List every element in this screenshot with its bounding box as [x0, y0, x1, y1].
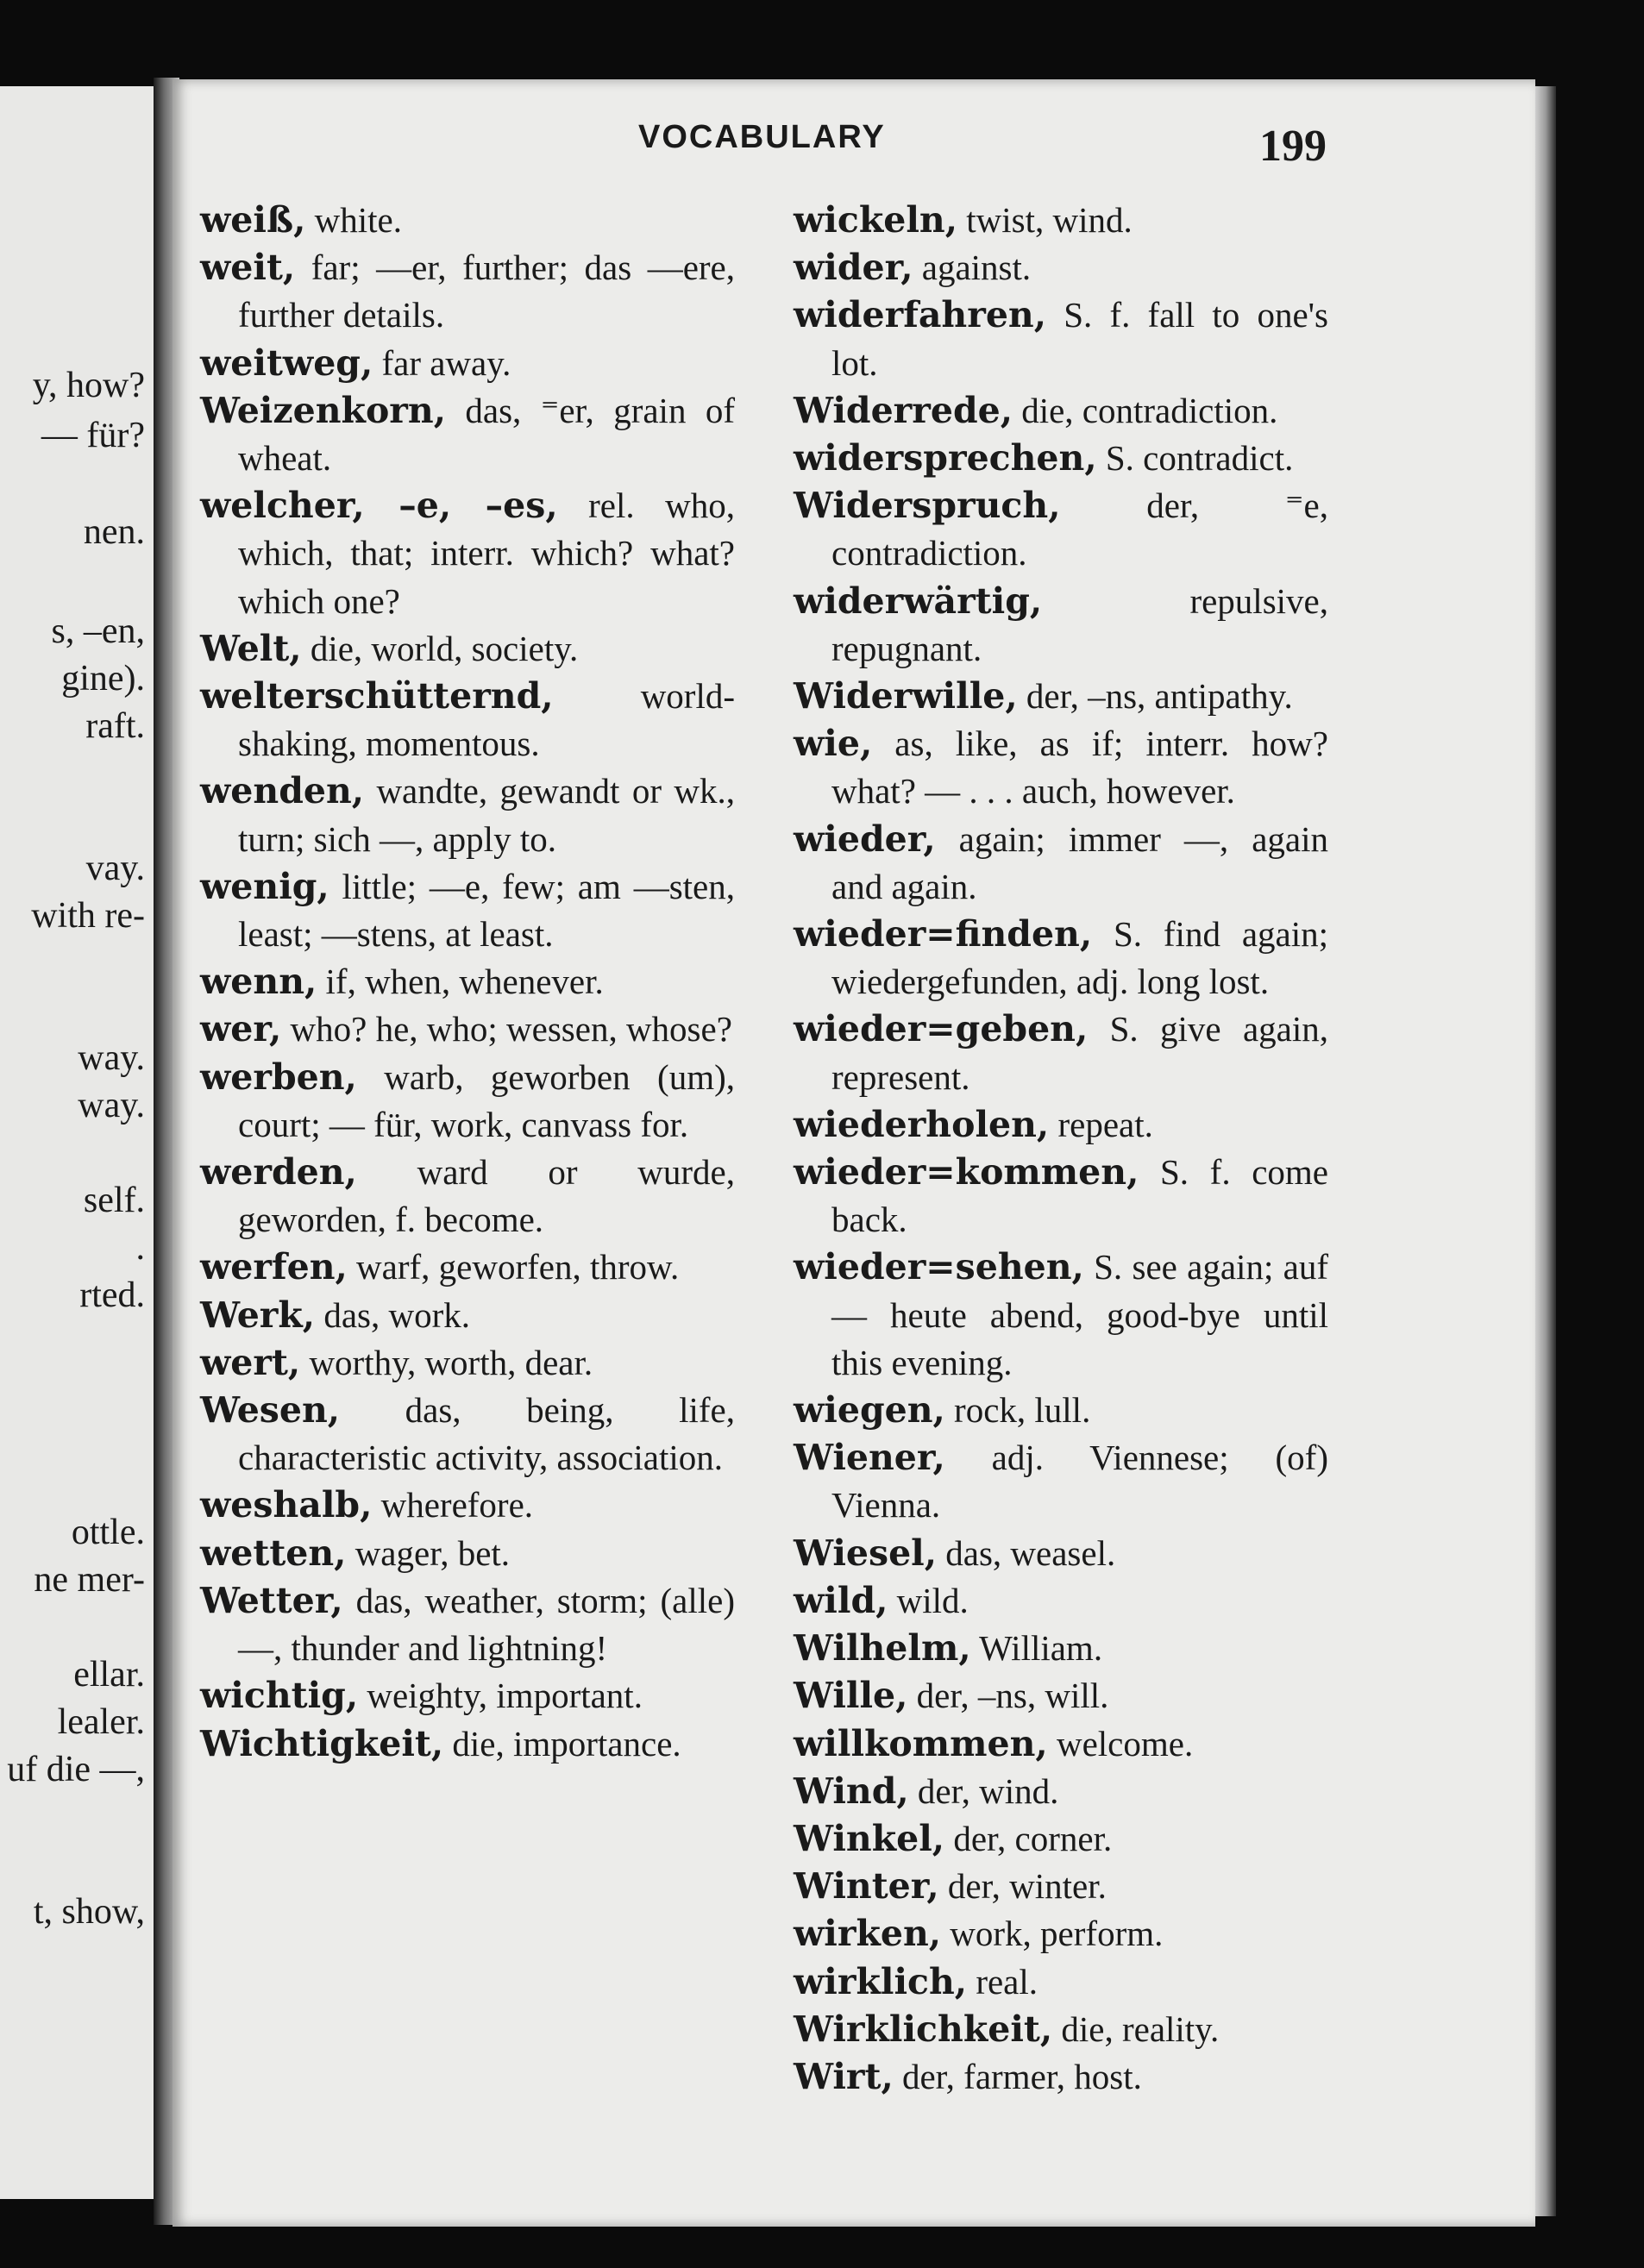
definition: der, ⁼e, contradiction.: [831, 486, 1328, 573]
dictionary-entry: [200, 1339, 735, 1387]
dictionary-entry: [200, 958, 735, 1006]
definition: der, winter.: [938, 1866, 1107, 1907]
dictionary-entry: [200, 244, 735, 339]
left-page-text-line: way.: [78, 1086, 145, 1125]
definition: warb, geworben (um), court; — für, work, canvass for.: [238, 1056, 735, 1144]
headword: wickeln,: [794, 199, 957, 241]
definition: far away.: [373, 342, 511, 383]
left-page-text-line: y, how?: [32, 366, 145, 405]
left-page-text-line: vay.: [85, 849, 145, 888]
definition: S. give again, represent.: [831, 1009, 1328, 1097]
left-page-text-line: self.: [83, 1181, 145, 1220]
dictionary-entry: [200, 767, 735, 862]
definition: der, farmer, host.: [893, 2056, 1142, 2096]
definition: real.: [967, 1961, 1038, 2002]
dictionary-entry: [794, 1577, 1328, 1625]
dictionary-entry: [200, 1387, 735, 1482]
left-column: [200, 197, 735, 1768]
definition: der, corner.: [944, 1818, 1113, 1858]
definition: again; immer —, again and again.: [831, 818, 1328, 906]
headword: wirklich,: [794, 1960, 968, 2002]
definition: S. contradict.: [1096, 438, 1294, 479]
definition: das, weather, storm; (alle) —, thunder and lightning!: [238, 1580, 735, 1669]
headword: Wirt,: [794, 2055, 894, 2097]
dictionary-entry: [794, 1768, 1328, 1815]
dictionary-entry: [794, 244, 1328, 291]
headword: Widerwille,: [794, 675, 1018, 717]
dictionary-entry: [200, 673, 735, 767]
headword: welcher, –e, –es,: [200, 485, 558, 527]
headword: wie,: [794, 723, 873, 765]
left-page-text-line: gine).: [61, 659, 145, 699]
headword: wieder=kommen,: [794, 1151, 1139, 1194]
dictionary-entry: [794, 1910, 1328, 1958]
definition: repulsive, repugnant.: [831, 580, 1328, 668]
definition: weighty, important.: [358, 1676, 643, 1716]
dictionary-entry: [200, 1149, 735, 1244]
dictionary-entry: [794, 291, 1328, 386]
page-number: 199: [1259, 122, 1327, 171]
dictionary-entry: [200, 1244, 735, 1291]
definition: das, being, life, characteristic activity, association.: [238, 1390, 735, 1478]
definition: against.: [913, 247, 1032, 288]
definition: welcome.: [1047, 1723, 1194, 1764]
definition: wandte, gewandt or wk., turn; sich —, apply to.: [238, 771, 735, 859]
definition: S. f. fall to one's lot.: [831, 295, 1328, 383]
dictionary-entry: [794, 2053, 1328, 2101]
dictionary-entry: [794, 387, 1328, 435]
headword: wirken,: [794, 1913, 942, 1955]
dictionary-entry: [794, 1625, 1328, 1672]
dictionary-entry: [200, 625, 735, 673]
dictionary-entry: [794, 1101, 1328, 1149]
definition: die, reality.: [1052, 2008, 1220, 2049]
headword: wenn,: [200, 961, 317, 1003]
definition: S. see again; auf — heute abend, good-bye until this evening.: [831, 1247, 1328, 1382]
definition: who? he, who; wessen, whose?: [281, 1009, 732, 1049]
definition: die, contradiction.: [1012, 390, 1278, 430]
left-page-text-line: lealer.: [57, 1702, 145, 1742]
left-page-text-line: ottle.: [71, 1513, 145, 1552]
definition: work, perform.: [941, 1914, 1164, 1954]
headword: wild,: [794, 1579, 888, 1621]
dictionary-entry: [794, 1244, 1328, 1387]
headword: Welt,: [200, 627, 302, 669]
definition: rock, lull.: [944, 1390, 1091, 1431]
headword: Wichtigkeit,: [200, 1722, 444, 1764]
headword: widerwärtig,: [794, 580, 1043, 622]
definition: adj. Viennese; (of) Vienna.: [831, 1438, 1328, 1526]
left-page-text-line: raft.: [85, 706, 145, 746]
dictionary-entry: [200, 1482, 735, 1529]
dictionary-entry: [794, 1863, 1328, 1910]
dictionary-entry: [200, 482, 735, 625]
dictionary-entry: [200, 1672, 735, 1720]
left-page-text-line: ellar.: [73, 1655, 145, 1695]
definition: S. f. come back.: [831, 1152, 1328, 1240]
definition: rel. who, which, that; interr. which? what? which one?: [238, 486, 735, 621]
left-page-text-line: s, –en,: [51, 611, 145, 651]
dictionary-entry: [200, 1006, 735, 1053]
headword: wetten,: [200, 1532, 347, 1574]
headword: werfen,: [200, 1246, 348, 1288]
left-page-text-line: uf die —,: [7, 1750, 145, 1789]
page-title: VOCABULARY: [638, 119, 886, 155]
headword: Winter,: [794, 1865, 939, 1908]
dictionary-entry: [794, 1434, 1328, 1529]
headword: Wirklichkeit,: [794, 2008, 1053, 2050]
dictionary-entry: [200, 1577, 735, 1672]
definition: as, like, as if; interr. how? what? — . . . auch, however.: [831, 724, 1328, 811]
headword: widersprechen,: [794, 437, 1097, 479]
definition: little; —e, few; am —sten, least; —stens, at least.: [238, 866, 735, 955]
headword: weitweg,: [200, 341, 373, 384]
dictionary-entry: [794, 1530, 1328, 1577]
definition: ward or wurde, geworden, f. become.: [238, 1152, 735, 1240]
definition: worthy, worth, dear.: [300, 1342, 593, 1382]
dictionary-entry: [794, 1672, 1328, 1720]
definition: das, ⁼er, grain of wheat.: [238, 390, 735, 479]
headword: Wetter,: [200, 1579, 343, 1621]
headword: wieder=finden,: [794, 913, 1093, 955]
left-page-text-line: with re-: [31, 896, 145, 936]
headword: werben,: [200, 1056, 357, 1098]
dictionary-entry: [794, 482, 1328, 577]
dictionary-entry: [200, 863, 735, 958]
headword: Wille,: [794, 1675, 908, 1717]
headword: weiß,: [200, 199, 306, 241]
dictionary-entry: [794, 1815, 1328, 1863]
headword: wider,: [794, 247, 913, 289]
dictionary-entry: [200, 197, 735, 244]
dictionary-entry: [794, 1958, 1328, 2006]
right-column: [794, 197, 1328, 2101]
headword: willkommen,: [794, 1722, 1048, 1764]
dictionary-entry: [794, 720, 1328, 815]
page-edge: [1535, 86, 1556, 2216]
definition: wherefore.: [372, 1485, 534, 1526]
definition: der, –ns, will.: [907, 1676, 1109, 1716]
definition: das, weasel.: [937, 1532, 1116, 1573]
dictionary-entry: [794, 1387, 1328, 1434]
dictionary-entry: [794, 2006, 1328, 2053]
headword: Wind,: [794, 1770, 909, 1812]
headword: wieder=sehen,: [794, 1246, 1084, 1288]
headword: wenden,: [200, 770, 365, 812]
dictionary-entry: [794, 435, 1328, 482]
dictionary-entry: [200, 1530, 735, 1577]
headword: widerfahren,: [794, 294, 1047, 336]
definition: warf, geworfen, throw.: [347, 1247, 680, 1287]
headword: Wiener,: [794, 1437, 945, 1479]
definition: twist, wind.: [957, 200, 1133, 240]
left-page-text-line: .: [135, 1228, 145, 1268]
left-page-text-line: ne mer-: [34, 1560, 145, 1600]
headword: Widerspruch,: [794, 485, 1061, 527]
headword: weshalb,: [200, 1484, 373, 1526]
left-page-text-line: nen.: [83, 512, 145, 552]
dictionary-entry: [794, 1149, 1328, 1244]
headword: wenig,: [200, 865, 329, 907]
definition: der, –ns, antipathy.: [1017, 676, 1293, 717]
headword: Winkel,: [794, 1817, 945, 1859]
dictionary-entry: [794, 816, 1328, 911]
headword: weit,: [200, 247, 296, 289]
dictionary-entry: [200, 387, 735, 482]
headword: Werk,: [200, 1294, 316, 1336]
definition: wild.: [888, 1580, 969, 1620]
definition: S. find again; wiedergefunden, adj. long lost.: [831, 914, 1328, 1002]
headword: Wesen,: [200, 1389, 341, 1432]
left-page-text-line: way.: [78, 1038, 145, 1078]
left-page-text-line: — für?: [41, 416, 145, 455]
headword: wert,: [200, 1341, 301, 1383]
dictionary-entry: [200, 340, 735, 387]
definition: die, importance.: [443, 1723, 681, 1764]
left-page-text-line: t, show,: [33, 1892, 145, 1932]
headword: Wiesel,: [794, 1532, 938, 1574]
dictionary-entry: [794, 1720, 1328, 1768]
headword: wiederholen,: [794, 1103, 1050, 1145]
definition: far; —er, further; das —ere, further details.: [238, 247, 735, 335]
definition: white.: [305, 200, 402, 240]
dictionary-entry: [200, 1292, 735, 1339]
definition: world-shaking, momentous.: [238, 676, 735, 764]
definition: das, work.: [315, 1294, 470, 1335]
definition: William.: [970, 1628, 1103, 1669]
dictionary-entry: [794, 578, 1328, 673]
left-page-fragment: [0, 86, 154, 2199]
dictionary-entry: [794, 1006, 1328, 1100]
headword: wer,: [200, 1008, 282, 1050]
headword: Weizenkorn,: [200, 389, 446, 431]
headword: Wilhelm,: [794, 1627, 971, 1670]
headword: welterschütternd,: [200, 675, 554, 717]
headword: wichtig,: [200, 1675, 359, 1717]
headword: wieder=geben,: [794, 1008, 1089, 1050]
dictionary-entry: [794, 673, 1328, 720]
definition: die, world, society.: [301, 628, 579, 668]
left-page-text-line: rted.: [79, 1275, 145, 1315]
dictionary-entry: [794, 197, 1328, 244]
dictionary-entry: [200, 1054, 735, 1149]
headword: wieder,: [794, 818, 936, 860]
definition: if, when, whenever.: [317, 962, 604, 1002]
dictionary-entry: [200, 1720, 735, 1768]
definition: wager, bet.: [346, 1532, 511, 1573]
definition: der, wind.: [908, 1770, 1059, 1811]
dictionary-entry: [794, 911, 1328, 1006]
headword: werden,: [200, 1151, 357, 1194]
definition: repeat.: [1049, 1104, 1153, 1144]
headword: wiegen,: [794, 1389, 945, 1432]
headword: Widerrede,: [794, 389, 1013, 431]
